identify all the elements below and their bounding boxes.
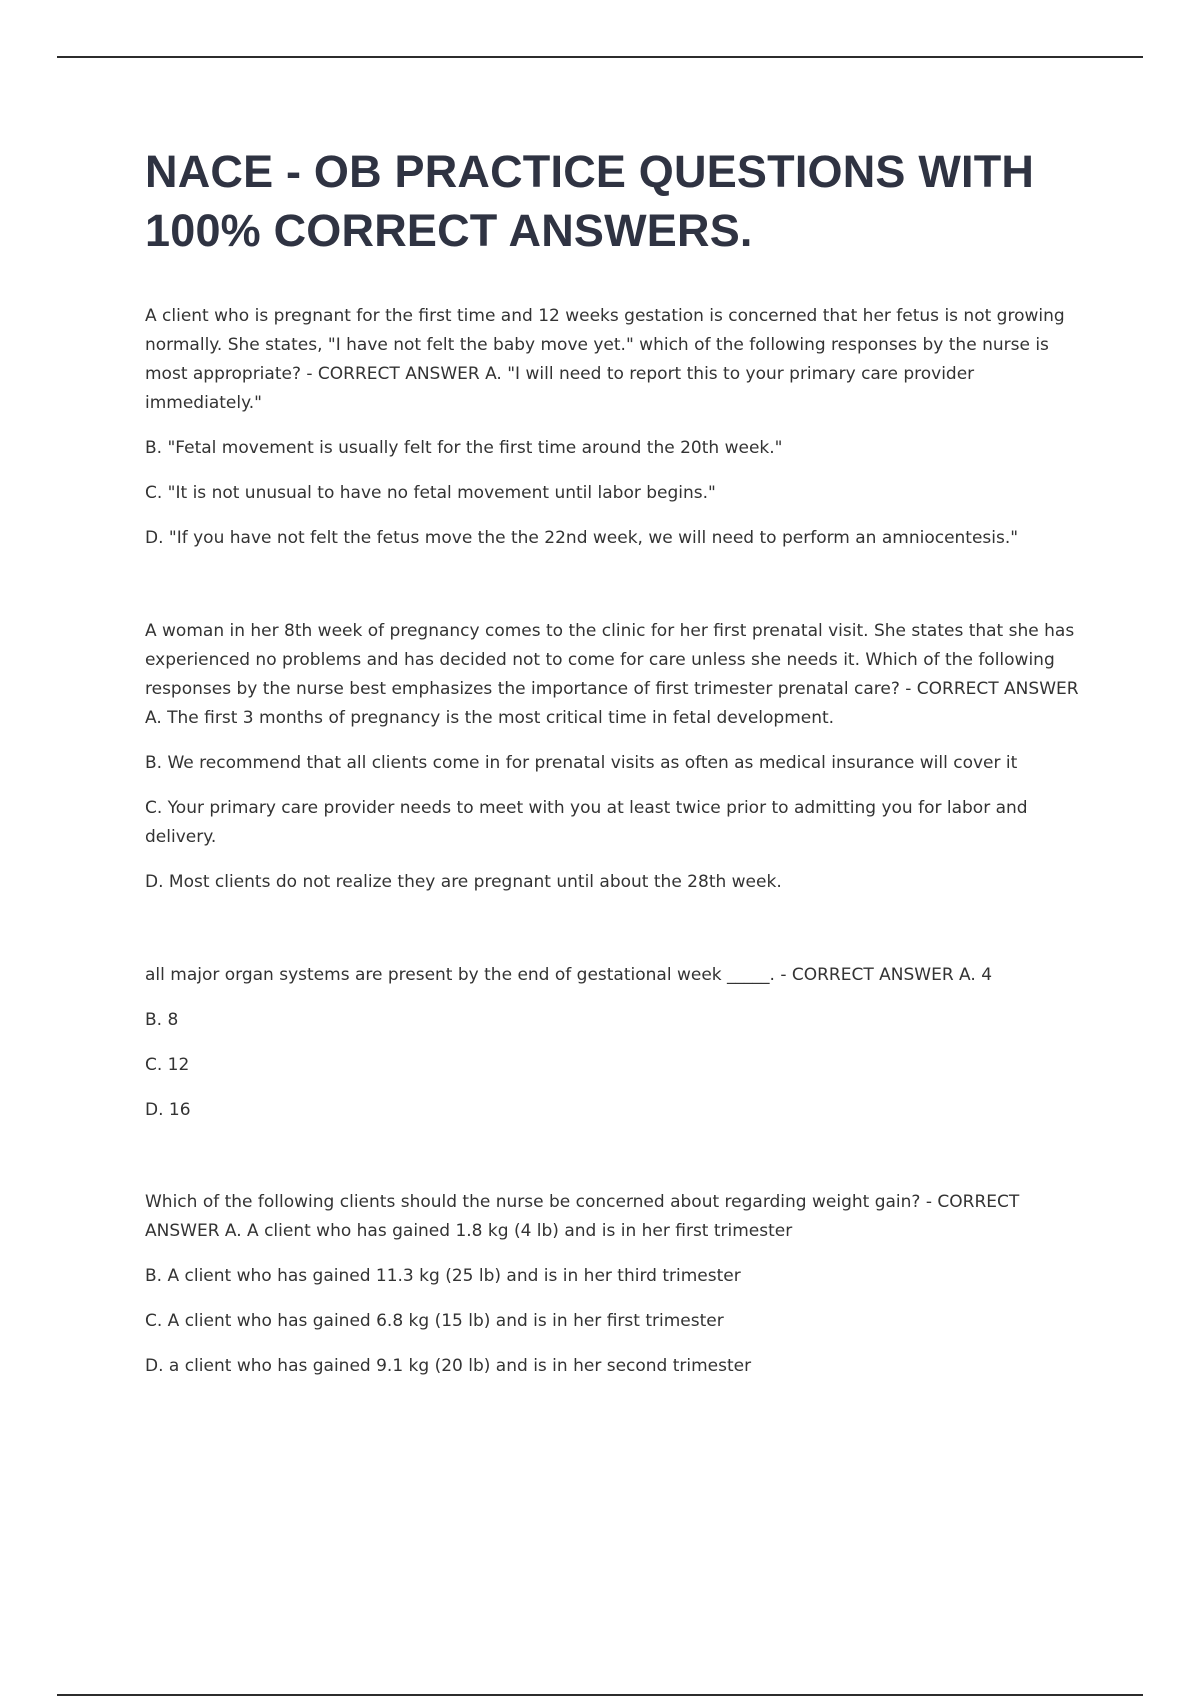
question-stem: A client who is pregnant for the first time and 12 weeks gestation is concerned that her fetus is not growing normally. She states, "I have not felt the baby move yet." which of the following responses by the nurse is most appropriate? - CORRECT ANSWER A. "I will need to report this to your primary care provider immediately.": [145, 306, 1065, 413]
question-block: [145, 961, 1090, 1141]
answer-option: B. "Fetal movement is usually felt for the first time around the 20th week.": [145, 438, 783, 458]
answer-option: C. "It is not unusual to have no fetal movement until labor begins.": [145, 483, 716, 503]
question-block: [145, 302, 1090, 569]
answer-option: B. 8: [145, 1010, 179, 1030]
question-stem: all major organ systems are present by the end of gestational week _____. - CORRECT ANSWER A. 4: [145, 965, 993, 985]
question-stem: Which of the following clients should the nurse be concerned about regarding weight gain? - CORRECT ANSWER A. A client who has gained 1.8 kg (4 lb) and is in her first trimester: [145, 1192, 1020, 1241]
page-title: NACE - OB PRACTICE QUESTIONS WITH 100% CORRECT ANSWERS.: [145, 146, 1035, 256]
answer-option: C. A client who has gained 6.8 kg (15 lb) and is in her first trimester: [145, 1311, 724, 1331]
answer-option: B. We recommend that all clients come in for prenatal visits as often as medical insurance will cover it: [145, 753, 1018, 773]
answer-option: C. 12: [145, 1055, 190, 1075]
question-stem: A woman in her 8th week of pregnancy comes to the clinic for her first prenatal visit. She states that she has experienced no problems and has decided not to come for care unless she needs it. Which of the following responses by the nurse best emphasizes the importance of first trimester prenatal care? - CORRECT ANSWER A. The first 3 months of pregnancy is the most critical time in fetal development.: [145, 621, 1079, 728]
bottom-divider: [57, 1694, 1143, 1696]
answer-option: C. Your primary care provider needs to meet with you at least twice prior to admitting you for labor and delivery.: [145, 798, 1028, 847]
question-block: [145, 617, 1090, 913]
answer-option: B. A client who has gained 11.3 kg (25 lb) and is in her third trimester: [145, 1266, 741, 1286]
answer-option: D. Most clients do not realize they are pregnant until about the 28th week.: [145, 872, 782, 892]
answer-option: D. "If you have not felt the fetus move the the 22nd week, we will need to perform an amniocentesis.": [145, 528, 1019, 548]
answer-option: D. 16: [145, 1100, 191, 1120]
answer-option: D. a client who has gained 9.1 kg (20 lb) and is in her second trimester: [145, 1356, 752, 1376]
question-block: [145, 1188, 1090, 1397]
top-divider: [57, 56, 1143, 58]
